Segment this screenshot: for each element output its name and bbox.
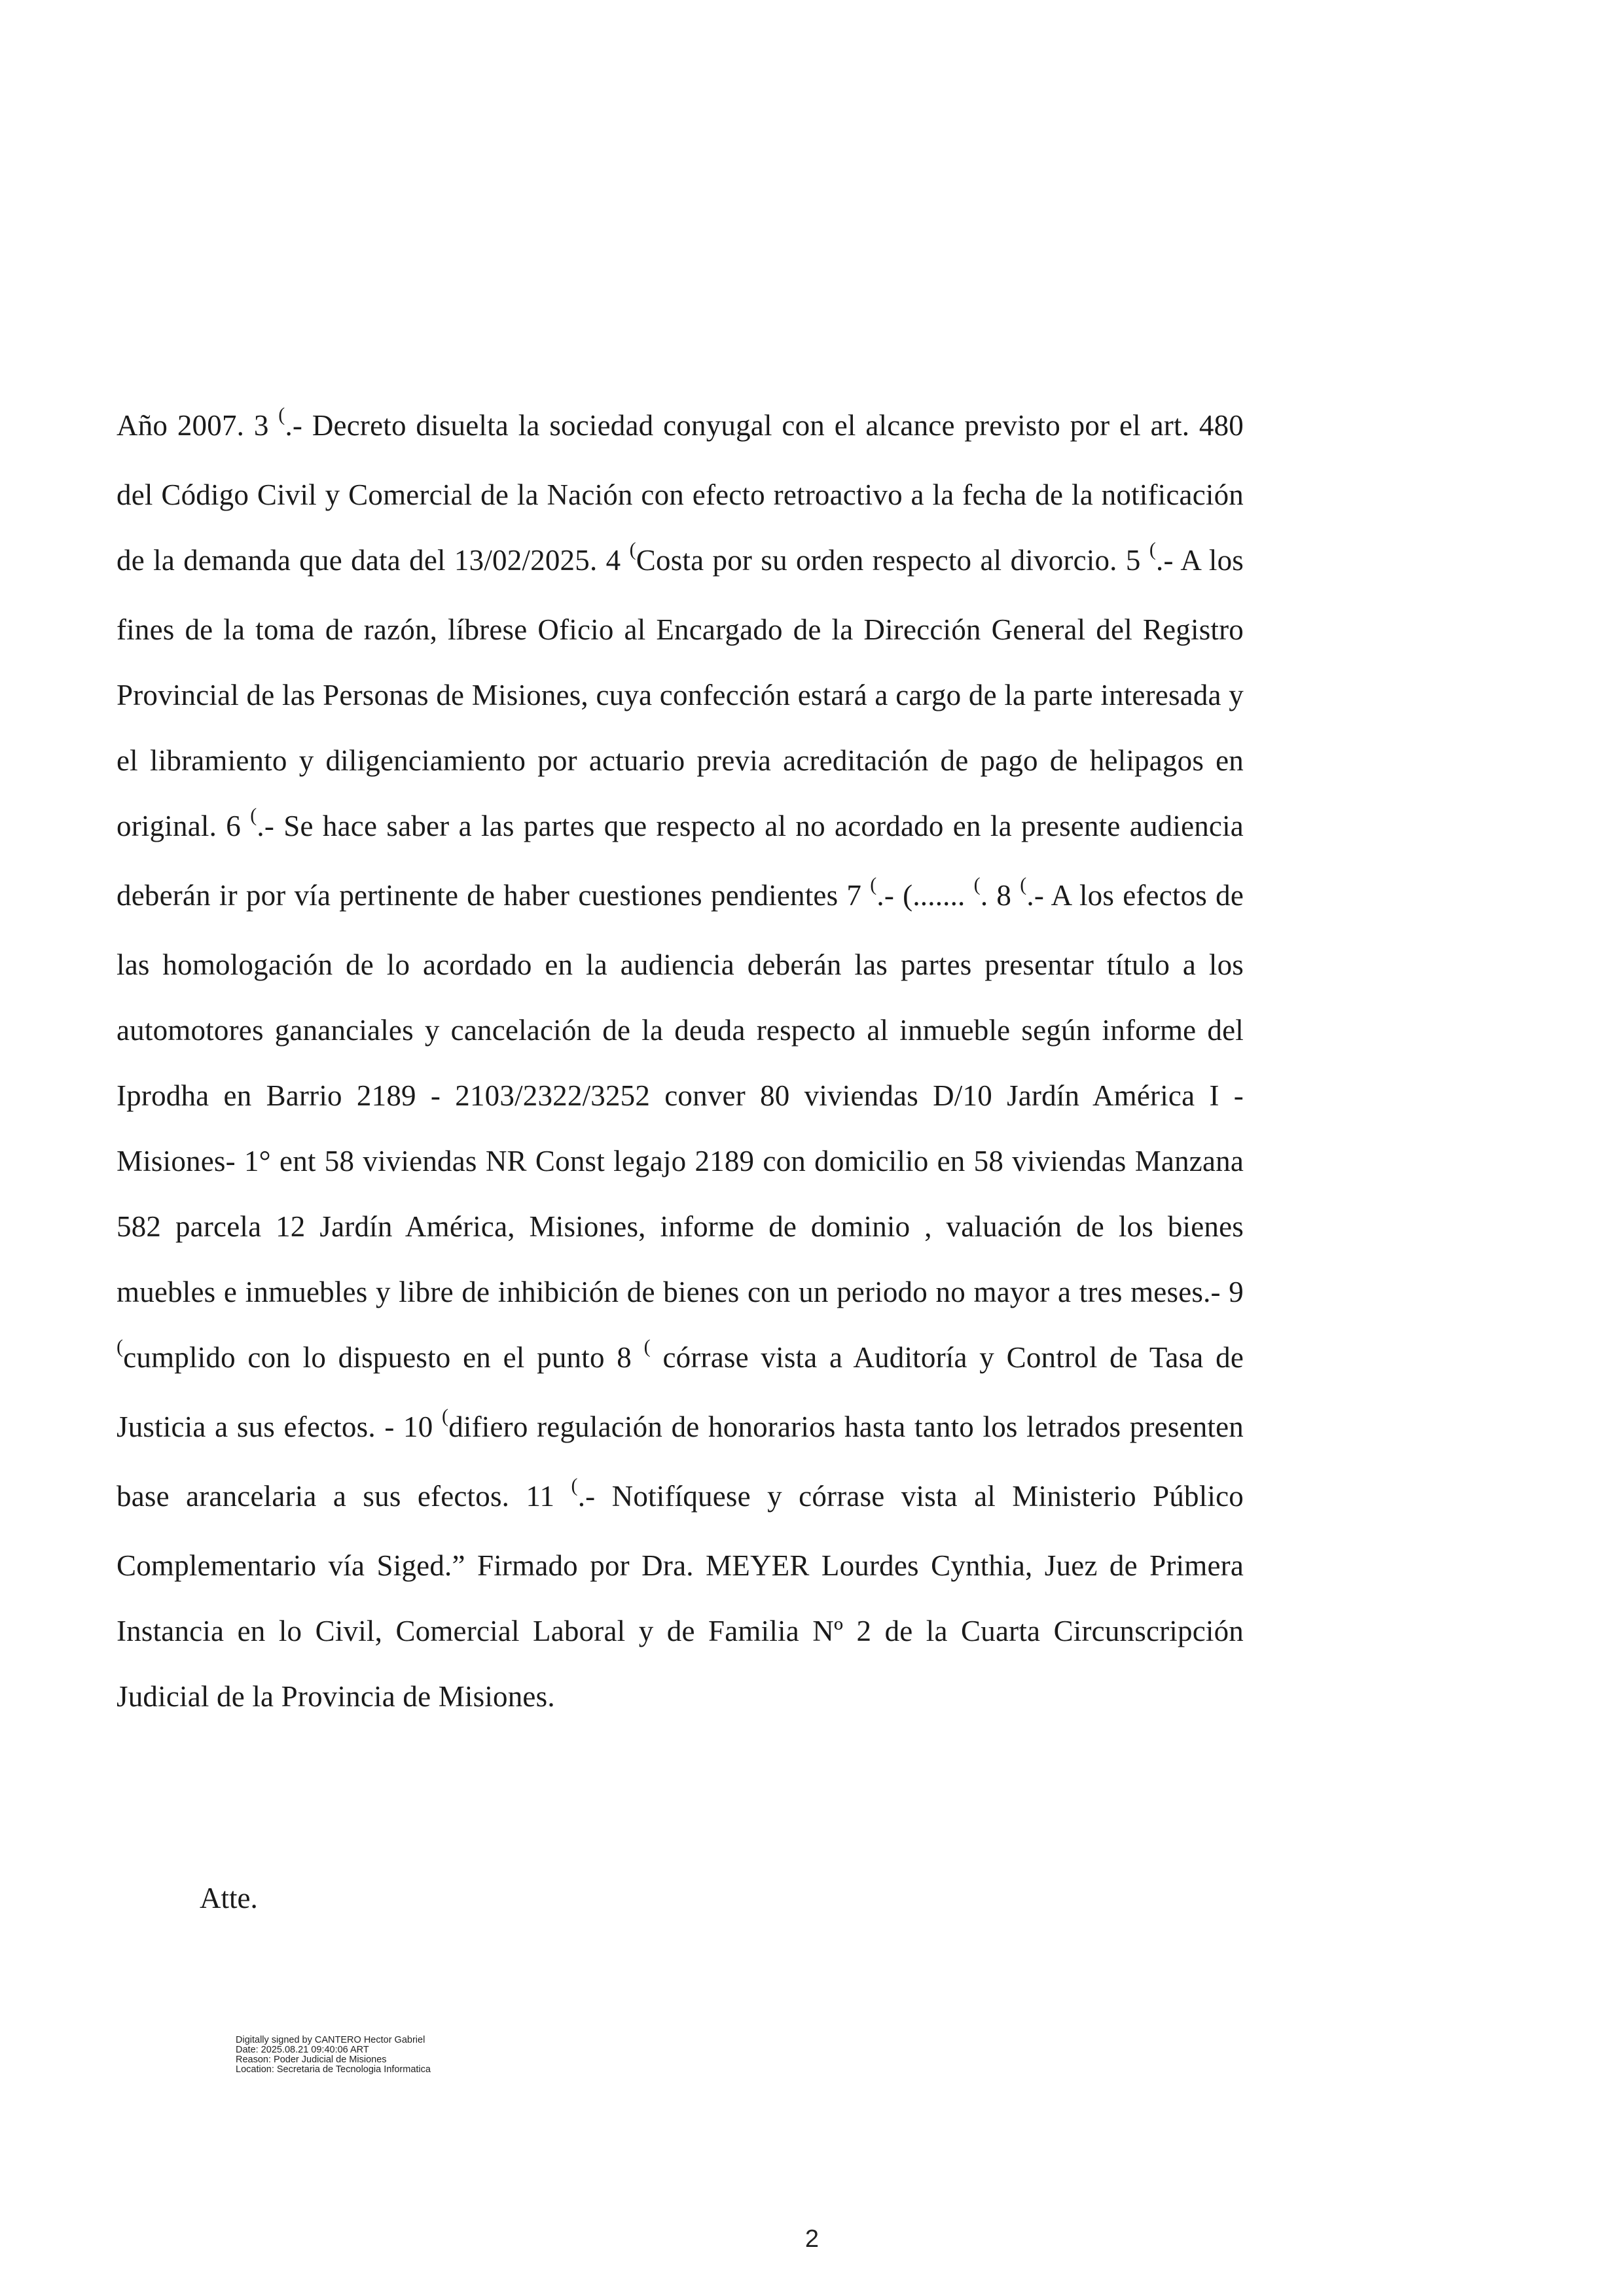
closing-salutation: Atte.: [200, 1882, 258, 1914]
text-segment: .- A los efectos de las homologación de lo acordado en la audiencia deberán las partes presentar título a los automotores gananciales y cancelación de la deuda respecto al inmueble según informe del Iprodha en Barrio 2189 - 2103/2322/3252 conver 80 viviendas D/10 Jardín América I - Misiones- 1° ent 58 viviendas NR Const legajo 2189 con domicilio en 58 viviendas Manzana 582 parcela 12 Jardín América, Misiones, informe de dominio , valuación de los bienes muebles e inmuebles y libre de inhibición de bienes con un periodo no mayor a tres meses.- 9: [117, 879, 1244, 1308]
signature-signer: Digitally signed by CANTERO Hector Gabriel: [236, 2035, 425, 2045]
parenthesis-mark: (: [278, 404, 285, 425]
text-segment: .- A los fines de la toma de razón, líbrese Oficio al Encargado de la Dirección General del Registro Provincial de las Personas de Misiones, cuya confección estará a cargo de la parte interesada y el libramiento y diligenciamiento por actuario previa acreditación de pago de helipagos en original. 6: [117, 544, 1244, 842]
text-segment: Año 2007. 3: [117, 409, 279, 442]
parenthesis-mark: (: [571, 1475, 578, 1496]
text-segment: cumplido con lo dispuesto en el punto 8: [123, 1341, 644, 1374]
text-segment: Costa por su orden respecto al divorcio. 5: [636, 544, 1149, 577]
text-segment: . 8: [980, 879, 1020, 912]
body-paragraph: [117, 393, 1244, 1729]
text-segment: .- (.......: [876, 879, 974, 912]
text-segment: .- Decreto disuelta la sociedad conyugal con el alcance previsto por el art. 480 del Código Civil y Comercial de la Nación con efecto retroactivo a la fecha de la notificación de la demanda que data del 13/02/2025. 4: [117, 409, 1244, 577]
parenthesis-mark: (: [1149, 539, 1157, 560]
parenthesis-mark: (: [117, 1336, 124, 1357]
page-number: 2: [804, 2225, 820, 2253]
parenthesis-mark: (: [629, 539, 636, 560]
parenthesis-mark: (: [643, 1336, 651, 1357]
parenthesis-mark: (: [1020, 874, 1027, 895]
parenthesis-mark: (: [870, 874, 877, 895]
parenthesis-mark: (: [250, 804, 257, 826]
parenthesis-mark: (: [973, 874, 981, 895]
digital-signature-block: [236, 2036, 445, 2075]
parenthesis-mark: (: [442, 1405, 449, 1427]
text-segment: difiero regulación de honorarios hasta tanto los letrados presenten base arancelaria a sus efectos. 11: [117, 1410, 1244, 1513]
text-segment: .- Notifíquese y córrase vista al Ministerio Público Complementario vía Siged.” Firmado por Dra. MEYER Lourdes Cynthia, Juez de Primera Instancia en lo Civil, Comercial Laboral y de Familia Nº 2 de la Cuarta Circunscripción Judicial de la Provincia de Misiones.: [117, 1480, 1244, 1713]
signature-date: Date: 2025.08.21 09:40:06 ART: [236, 2045, 369, 2055]
signature-reason: Reason: Poder Judicial de Misiones: [236, 2054, 387, 2065]
text-segment: córrase vista a Auditoría y Control de Tasa de Justicia a sus efectos. - 10: [117, 1341, 1244, 1443]
text-segment: .- Se hace saber a las partes que respecto al no acordado en la presente audiencia deberán ir por vía pertinente de haber cuestiones pendientes 7: [117, 810, 1244, 912]
signature-location: Location: Secretaria de Tecnologia Informatica: [236, 2064, 431, 2075]
